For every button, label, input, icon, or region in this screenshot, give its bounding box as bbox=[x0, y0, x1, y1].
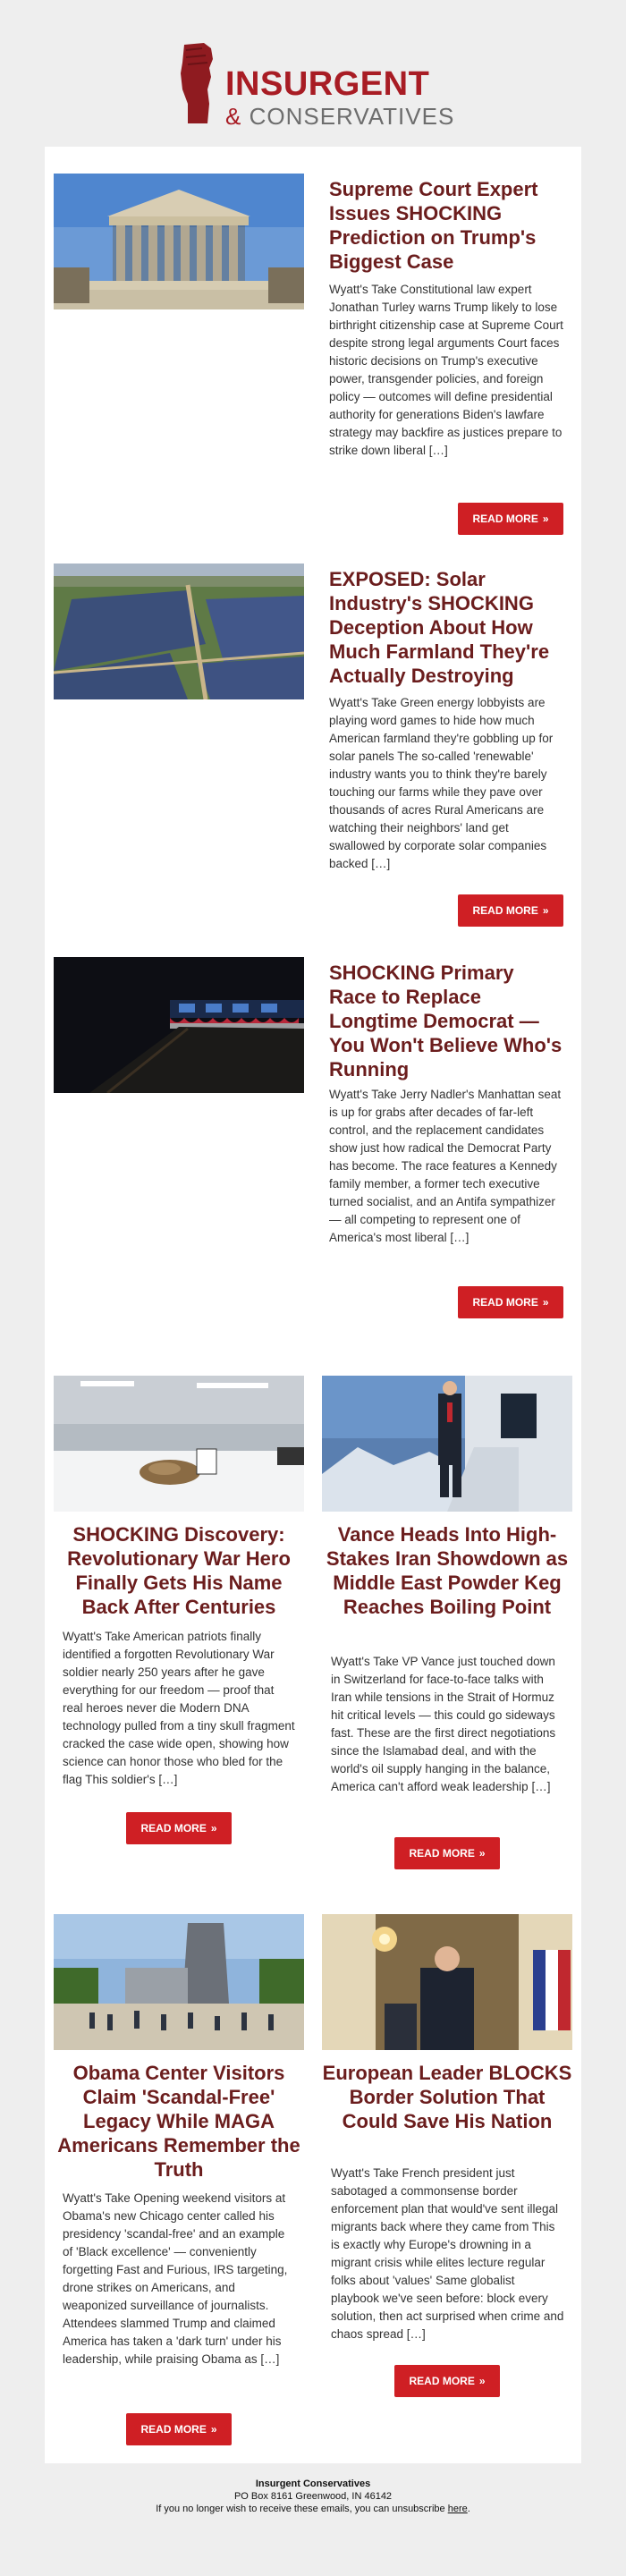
article-title[interactable]: SHOCKING Discovery: Revolutionary War Hero Finally Gets His Name Back After Centuries bbox=[67, 1523, 291, 1618]
unsubscribe-link[interactable]: here bbox=[447, 2504, 468, 2514]
article-excerpt: Wyatt's Take American patriots finally identified a forgotten Revolutionary War soldier nearly 250 years after he gave everything for our freedom — proof that real heroes never die Modern DNA technology pulled from a tiny skull fragment cracked the case wide open, showing how science can honor those who bled for the flag This soldier's […] bbox=[63, 1630, 295, 1786]
vance-arrival-image[interactable] bbox=[322, 1376, 572, 1512]
read-more-button[interactable] bbox=[458, 894, 563, 927]
article-excerpt: Wyatt's Take Green energy lobbyists are playing word games to hide how much American farmland they're gobbling up for solar panels The so-called 'renewable' industry wants you to think they're barely touching our farms while they pave over thousands of acres Rural Americans are watching their neighbors' land get swallowed by corporate solar companies backed […] bbox=[329, 696, 554, 870]
debate-stage-image[interactable] bbox=[54, 957, 304, 1093]
double-chevron-right-icon: » bbox=[210, 2423, 217, 2436]
article-excerpt: Wyatt's Take VP Vance just touched down in Switzerland for face-to-face talks with Iran while tensions in the Strait of Hormuz hit critical levels — this could go sideways fast. These are the first direct negotiations since the Islamabad deal, and with the world's oil supply hanging in the balance, America can't afford weak leadership […] bbox=[331, 1655, 556, 1793]
article-excerpt: Wyatt's Take Jerry Nadler's Manhattan seat is up for grabs after decades of far-left control, and the replacement candidates show just how radical the Democrat Party has become. The race features a Kennedy family member, a former tech executive turned socialist, and an Antifa sympathizer — all competing to represent one of America's most liberal […] bbox=[329, 1088, 562, 1244]
article-title[interactable]: European Leader BLOCKS Border Solution That Could Save His Nation bbox=[322, 2062, 572, 2132]
double-chevron-right-icon: » bbox=[542, 513, 549, 525]
email-footer bbox=[0, 2478, 626, 2515]
article-excerpt: Wyatt's Take Opening weekend visitors at Obama's new Chicago center called his presidency 'scandal-free' and an example of 'Black excellence' — conveniently forgetting Fast and Furious, IRS targeting, drone strikes on Americans, and weaponized surveillance of journalists. Attendees slammed Trump and claimed America has taken a 'dark turn' under his leadership, while praising Obama as […] bbox=[63, 2191, 288, 2366]
article-title[interactable]: Supreme Court Expert Issues SHOCKING Prediction on Trump's Biggest Case bbox=[329, 178, 538, 273]
article-title[interactable]: SHOCKING Primary Race to Replace Longtime Democrat — You Won't Believe Who's Running bbox=[329, 962, 563, 1080]
article-excerpt: Wyatt's Take French president just sabotaged a commonsense border enforcement plan that would've sent illegal migrants back where they came from This is exactly why Europe's drowning in a migrant crisis while elites lecture regular folks about 'values' Same globalist playbook we've seen before: block every solution, then act surprised when crime and chaos spread […] bbox=[331, 2166, 564, 2341]
read-more-button[interactable] bbox=[126, 1812, 232, 1844]
newsletter-card bbox=[45, 147, 581, 2463]
read-more-button[interactable] bbox=[126, 2413, 232, 2445]
read-more-button[interactable] bbox=[458, 503, 563, 535]
read-more-button[interactable] bbox=[394, 2365, 500, 2397]
read-more-button[interactable] bbox=[458, 1286, 563, 1318]
lab-skull-fragment-image[interactable] bbox=[54, 1376, 304, 1512]
raised-fist-icon bbox=[177, 41, 218, 127]
supreme-court-image[interactable] bbox=[54, 174, 304, 309]
brand-logo[interactable] bbox=[177, 41, 463, 131]
read-more-label: READ MORE bbox=[409, 2375, 475, 2387]
european-leader-image[interactable] bbox=[322, 1914, 572, 2050]
email-header bbox=[0, 0, 626, 143]
read-more-label: READ MORE bbox=[140, 1822, 207, 1835]
double-chevron-right-icon: » bbox=[542, 904, 549, 917]
footer-org-name: Insurgent Conservatives bbox=[255, 2479, 371, 2489]
brand-name-bottom bbox=[225, 104, 454, 129]
read-more-label: READ MORE bbox=[472, 513, 538, 525]
footer-address: PO Box 8161 Greenwood, IN 46142 bbox=[233, 2491, 393, 2502]
double-chevron-right-icon: » bbox=[478, 1847, 486, 1860]
article-title[interactable]: EXPOSED: Solar Industry's SHOCKING Deception About How Much Farmland They're Actually Destroying bbox=[329, 568, 550, 687]
unsubscribe-prefix: If you no longer wish to receive these emails, you can unsubscribe bbox=[156, 2504, 448, 2514]
read-more-label: READ MORE bbox=[409, 1847, 475, 1860]
read-more-button[interactable] bbox=[394, 1837, 500, 1869]
read-more-label: READ MORE bbox=[472, 904, 538, 917]
double-chevron-right-icon: » bbox=[542, 1296, 549, 1309]
brand-name-top: INSURGENT bbox=[225, 65, 430, 103]
double-chevron-right-icon: » bbox=[210, 1822, 217, 1835]
brand-name-bottom-text: CONSERVATIVES bbox=[249, 103, 455, 130]
article-title[interactable]: Vance Heads Into High-Stakes Iran Showdown as Middle East Powder Keg Reaches Boiling Point bbox=[326, 1523, 569, 1618]
read-more-label: READ MORE bbox=[472, 1296, 538, 1309]
brand-ampersand: & bbox=[225, 103, 242, 130]
read-more-label: READ MORE bbox=[140, 2423, 207, 2436]
footer-unsubscribe-text bbox=[0, 2503, 626, 2515]
obama-center-image[interactable] bbox=[54, 1914, 304, 2050]
solar-farm-image[interactable] bbox=[54, 564, 304, 699]
article-excerpt: Wyatt's Take Constitutional law expert Jonathan Turley warns Trump likely to lose birthright citizenship case at Supreme Court despite strong legal arguments Court faces historic decisions on Trump's executive power, transgender policies, and foreign policy — outcomes will define presidential authority for generations Biden's lawfare strategy may backfire as justices prepare to strike down liberal […] bbox=[329, 283, 563, 457]
unsubscribe-suffix: . bbox=[467, 2504, 470, 2514]
double-chevron-right-icon: » bbox=[478, 2375, 486, 2387]
article-title[interactable]: Obama Center Visitors Claim 'Scandal-Free' Legacy While MAGA Americans Remember the Truth bbox=[57, 2062, 300, 2181]
